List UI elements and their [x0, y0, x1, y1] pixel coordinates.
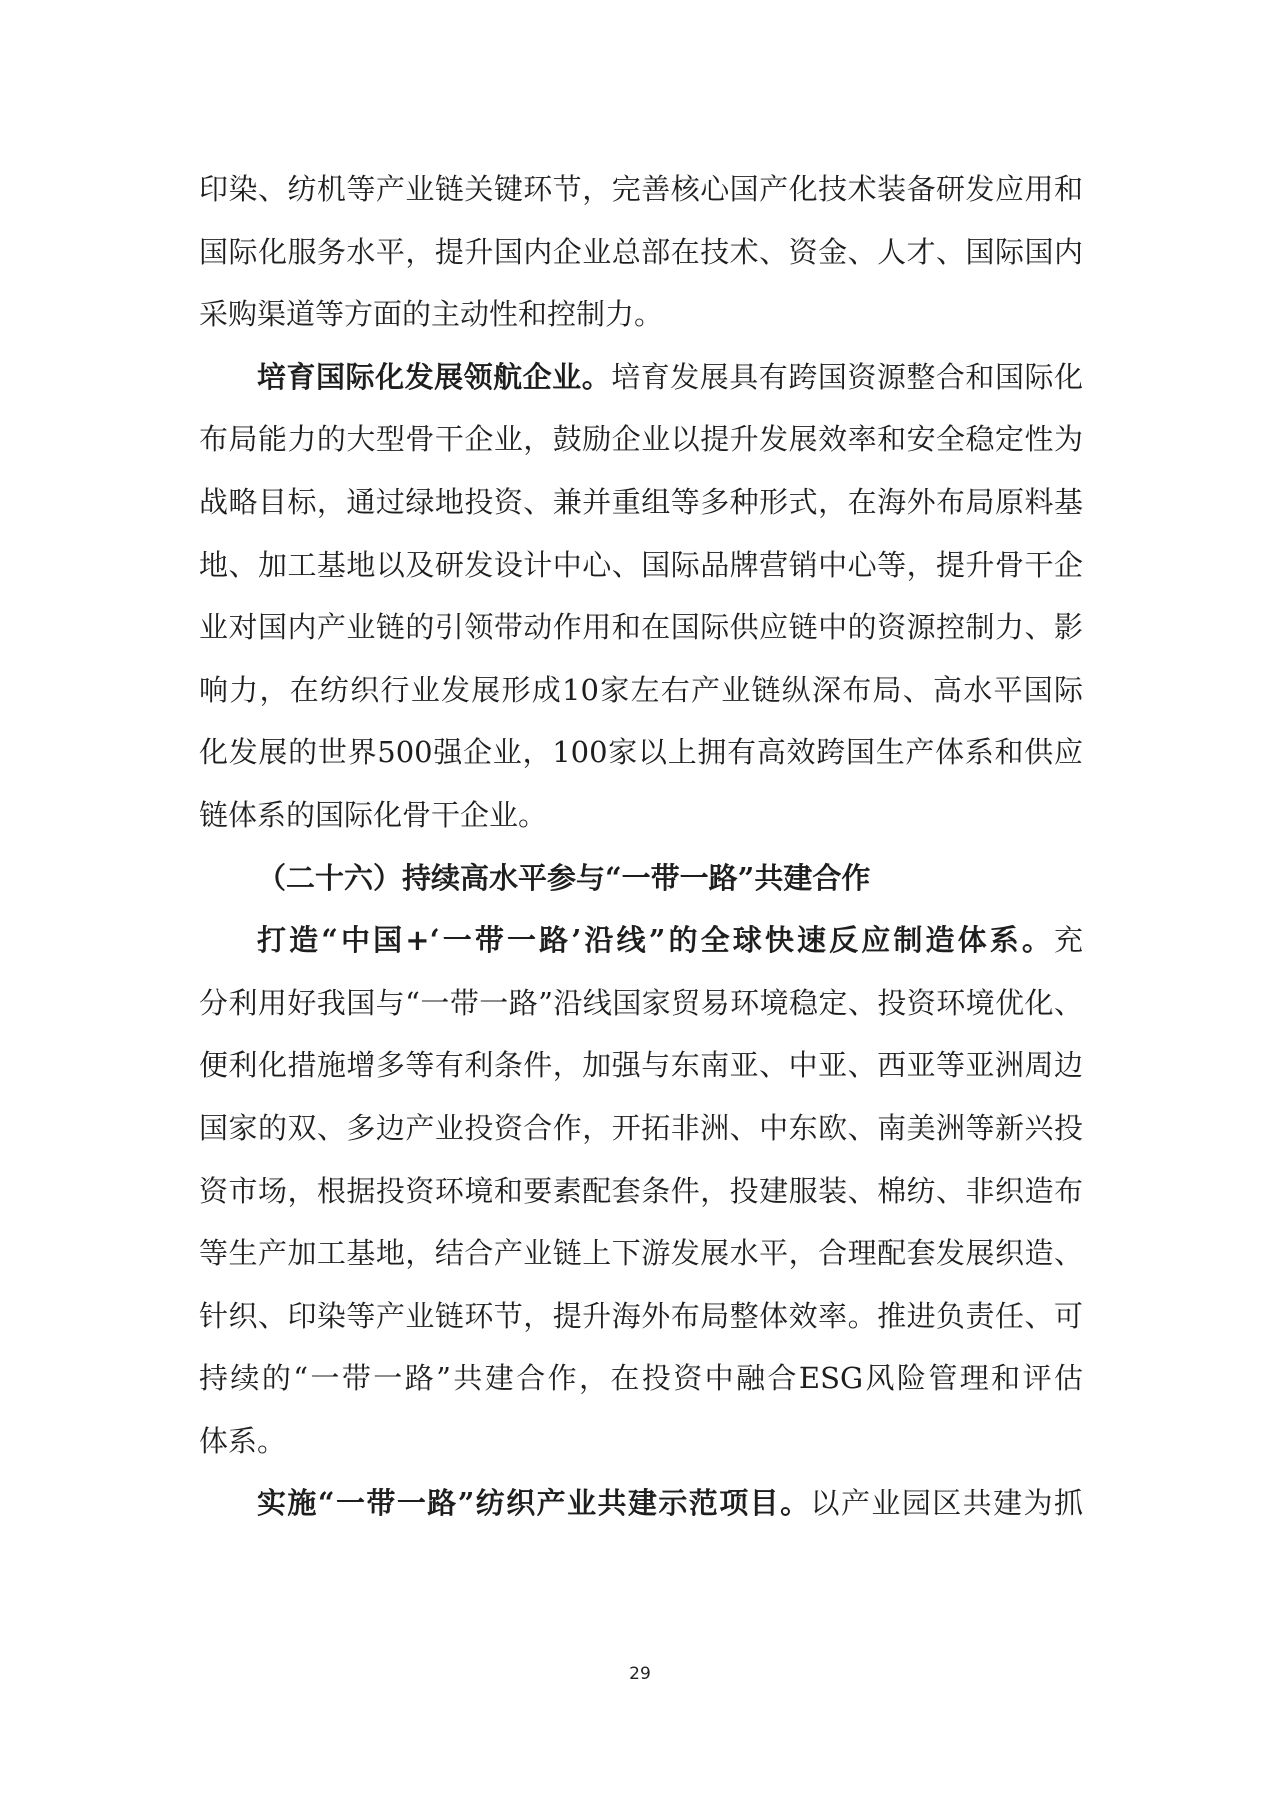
paragraph-first-line	[199, 909, 1083, 972]
paragraph-line: 采购渠道等方面的主动性和控制力。	[199, 297, 664, 332]
paragraph-line: 战略目标，通过绿地投资、兼并重组等多种形式，在海外布局原料基	[199, 484, 1083, 519]
paragraph-line: 印染、纺机等产业链关键环节，完善核心国产化技术装备研发应用和	[199, 172, 1083, 206]
paragraph-line: 地、加工基地以及研发设计中心、国际品牌营销中心等，提升骨干企	[199, 547, 1083, 582]
paragraph-line: 持续的“一带一路”共建合作，在投资中融合ESG风险管理和评估	[199, 1361, 1083, 1396]
paragraph-lead: 实施“一带一路”纺织产业共建示范项目。	[257, 1486, 811, 1521]
paragraph-line: 分利用好我国与“一带一路”沿线国家贸易环境稳定、投资环境优化、	[199, 985, 1083, 1020]
paragraph-line: 国家的双、多边产业投资合作，开拓非洲、中东欧、南美洲等新兴投	[199, 1110, 1083, 1145]
section-heading: （二十六）持续高水平参与“一带一路”共建合作	[257, 860, 871, 895]
paragraph-first-line	[199, 346, 1083, 409]
paragraph-line: 资市场，根据投资环境和要素配套条件，投建服装、棉纺、非织造布	[199, 1173, 1083, 1208]
document-body	[199, 158, 1083, 1535]
paragraph-first-line	[199, 1472, 1083, 1535]
paragraph-line: 响力，在纺织行业发展形成10家左右产业链纵深布局、高水平国际	[199, 672, 1083, 707]
paragraph-line: 便利化措施增多等有利条件，加强与东南亚、中亚、西亚等亚洲周边	[199, 1048, 1083, 1083]
paragraph-line: 国际化服务水平，提升国内企业总部在技术、资金、人才、国际国内	[199, 234, 1083, 269]
paragraph-lead: 打造“中国+‘一带一路’沿线”的全球快速反应制造体系。	[257, 923, 1054, 958]
paragraph-line: 等生产加工基地，结合产业链上下游发展水平，合理配套发展织造、	[199, 1236, 1083, 1271]
paragraph-line: 针织、印染等产业链环节，提升海外布局整体效率。推进负责任、可	[199, 1298, 1083, 1333]
paragraph-line: 布局能力的大型骨干企业，鼓励企业以提升发展效率和安全稳定性为	[199, 422, 1083, 457]
paragraph-text: 培育发展具有跨国资源整合和国际化	[611, 359, 1083, 394]
page-number: 29	[629, 1664, 651, 1684]
paragraph-line: 业对国内产业链的引领带动作用和在国际供应链中的资源控制力、影	[199, 610, 1083, 645]
paragraph-line: 化发展的世界500强企业，100家以上拥有高效跨国生产体系和供应	[199, 735, 1083, 770]
paragraph-text: 充	[1053, 923, 1083, 958]
paragraph-lead: 培育国际化发展领航企业。	[257, 359, 612, 394]
paragraph-text: 以产业园区共建为抓	[810, 1486, 1083, 1521]
paragraph-line: 链体系的国际化骨干企业。	[199, 797, 548, 832]
paragraph-line: 体系。	[199, 1423, 287, 1458]
